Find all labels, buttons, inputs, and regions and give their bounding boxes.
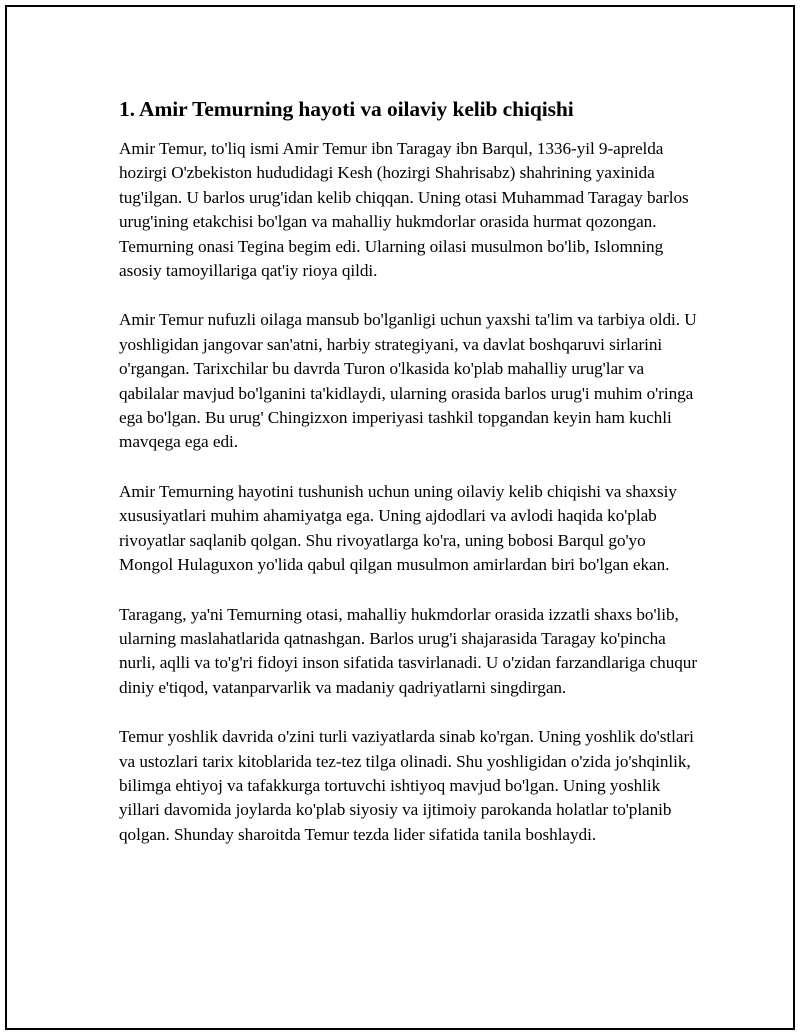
section-heading: 1. Amir Temurning hayoti va oilaviy kelib chiqishi [119,97,574,121]
paragraph-5: Temur yoshlik davrida o'zini turli vaziyatlarda sinab ko'rgan. Uning yoshlik do'stlari va ustozlari tarix kitoblarida tez-tez tilga olinadi. Shu yoshligidan o'zida jo'shqinlik, bilimga ehtiyoj va tafakkurga tortuvchi ishtiyoq mavjud bo'lgan. Uning yoshlik yillari davomida joylarda ko'plab siyosiy va ijtimoiy parokanda holatlar to'planib qolgan. Shunday sharoitda Temur tezda lider sifatida tanila boshlaydi. [119,727,694,844]
paragraph-3: Amir Temurning hayotini tushunish uchun uning oilaviy kelib chiqishi va shaxsiy xususiyatlari muhim ahamiyatga ega. Uning ajdodlari va avlodi haqida ko'plab rivoyatlar saqlanib qolgan. Shu rivoyatlarga ko'ra, uning bobosi Barqul go'yo Mongol Hulaguxon yo'lida qabul qilgan musulmon amirlardan biri bo'lgan ekan. [119,481,677,575]
paragraph-4: Taragang, ya'ni Temurning otasi, mahalliy hukmdorlar orasida izzatli shaxs bo'lib, ularning maslahatlarida qatnashgan. Barlos urug'i shajarasida Taragay ko'pincha nurli, aqlli va to'g'ri fidoyi inson sifatida tasvirlanadi. U o'zidan farzandlariga chuqur diniy e'tiqod, vatanparvarlik va madaniy qadriyatlarni singdirgan. [119,604,698,697]
paragraph-1: Amir Temur, to'liq ismi Amir Temur ibn Taragay ibn Barqul, 1336-yil 9-aprelda hozirgi O'zbekiston hududidagi Kesh (hozirgi Shahrisabz) shahrining yaxinida tug'ilgan. U barlos urug'idan kelib chiqqan. Uning otasi Muhammad Taragay barlos urug'ining etakchisi bo'lgan va mahalliy hukmdorlar orasida hurmat qozongan. Temurning onasi Tegina begim edi. Ularning oilasi musulmon bo'lib, Islomning asosiy tamoyillariga qat'iy rioya qildi. [119,139,689,281]
document-body [119,95,699,872]
paragraph-2: Amir Temur nufuzli oilaga mansub bo'lganligi uchun yaxshi ta'lim va tarbiya oldi. U yoshligidan jangovar san'atni, harbiy strategiyani, va davlat boshqaruvi sirlarini o'rgangan. Tarixchilar bu davrda Turon o'lkasida ko'plab mahalliy urug'lar va qabilalar mavjud bo'lganini ta'kidlaydi, ularning orasida barlos urug'i muhim o'ringa ega bo'lgan. Bu urug' Chingizxon imperiyasi tashkil topgandan keyin ham kuchli mavqega ega edi. [119,310,697,452]
document-page [5,5,795,1030]
